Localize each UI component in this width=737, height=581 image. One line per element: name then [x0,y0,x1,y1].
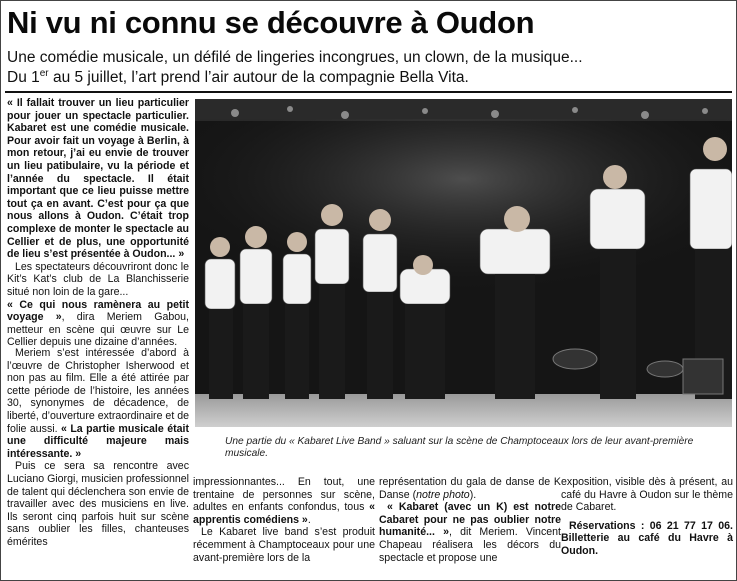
body-paragraph [379,476,561,501]
reservation-info: Réservations : 06 21 77 17 06. Billetterie au café du Havre à Oudon. [561,519,733,557]
body-paragraph: Le Kabaret live band s’est produit récemment à Champtoceaux pour une avant-première lors de la [193,526,375,564]
body-paragraph: Les spectateurs découvriront donc le Kit’s Kat’s club de La Blanchisserie situé non loin de la gare... [7,260,189,298]
body-text: , dit Meriem. Vincent Chapeau réalisera les décors du spectacle et propose une [379,526,561,564]
header-rule [5,91,732,93]
body-text: impressionnantes... En tout, une trentaine de personnes sur scène, adultes en enfants confondus, tous [193,476,375,514]
body-paragraph-quote [7,299,189,349]
body-text: ). [469,488,477,501]
body-paragraph: exposition, visible dès à présent, au café du Havre à Oudon sur le thème de Cabaret. [561,476,733,514]
body-column-1-continued [7,347,189,549]
body-italic: notre photo [416,488,470,501]
body-paragraph: Puis ce sera sa rencontre avec Luciano Giorgi, musicien professionnel de talent qui déclenchera son envie de travailler avec des musiciens en live. Ils seront cinq parfois huit sur scène sans oublier les filles, chanteuses émérites [7,460,189,548]
opening-quote: « Il fallait trouver un lieu particulier pour jouer un spectacle particulier. Kabaret est une comédie musicale. Pour avoir fait un voyage à Berlin, à mon retour, j’ai eu envie de trouver un lieu patibulaire, vu la période et l’année du spectacle. Il était important que ce lieu puisse mettre tout ça en avant. C’est pour ça que nous allons à Oudon. C’était trop complexe de monter le spectacle au Cellier et de plus, une opportunité de lieu s’est présentée à Oudon... » [7,97,189,261]
body-paragraph [193,476,375,526]
body-quote-paragraph [7,97,189,261]
quote-bold: « apprentis comédiens » [193,501,375,526]
deck-line-2-start: Du 1 [7,69,40,86]
stage-photo-illustration [195,99,732,427]
quote-bold: « Kabaret (avec un K) est notre Cabaret pour ne pas oublier notre humanité... » [379,501,561,539]
deck-line-1: Une comédie musicale, un défilé de lingeries incongrues, un clown, de la musique... [7,49,583,66]
quote-bold: « La partie musicale était une difficulté majeure mais intéressante. » [7,422,189,460]
body-column-3 [379,476,561,564]
body-text: . [307,513,311,526]
body-column-2 [193,476,375,564]
body-text: Meriem s’est intéressée d’abord à l’œuvre de Christopher Isherwood et non pas au film. Elle a été attirée par cette période de l’histoire, les années 30, synonymes de décadence, de liberté, d’ouverture extraordinaire et de folie aussi. [7,347,189,435]
body-text: représentation du gala de danse de K Danse ( [379,476,561,501]
article-deck [7,48,583,88]
body-paragraph [7,347,189,460]
deck-line-2-superscript: er [39,67,49,79]
quote-bold: « Ce qui nous ramènera au petit voyage » [7,298,189,324]
photo-caption: Une partie du « Kabaret Live Band » saluant sur la scène de Champtoceaux lors de leur avant-première musicale. [225,436,694,460]
body-column-4 [561,476,733,558]
body-paragraph [379,501,561,564]
article-headline: Ni vu ni connu se découvre à Oudon [7,5,535,40]
stage-photo [195,99,732,427]
deck-line-2 [7,68,583,88]
body-column-1 [7,97,189,349]
quote-attribution: , dira Meriem Gabou, metteur en scène qui œuvre sur Le Cellier depuis une dizaine d’années. [7,311,189,349]
deck-line-2-end: au 5 juillet, l’art prend l’air autour de la compagnie Bella Vita. [48,69,469,86]
